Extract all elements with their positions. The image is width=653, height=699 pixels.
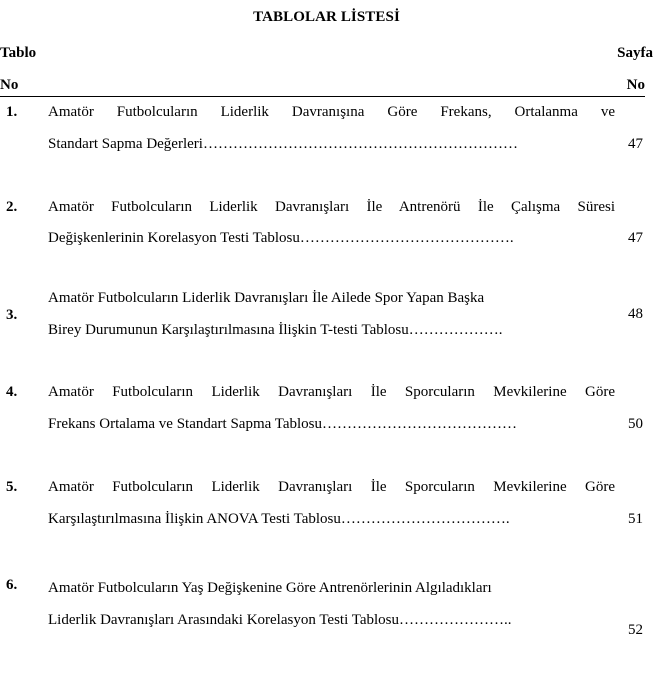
entry-title-line1: Amatör Futbolcuların Liderlik Davranışları İle Ailede Spor Yapan Başka bbox=[48, 290, 485, 306]
document-title: TABLOLAR LİSTESİ bbox=[253, 9, 400, 25]
entry-page-number: 51 bbox=[628, 511, 643, 527]
entry-title-line2: Değişkenlerinin Korelasyon Testi Tablosu……………………………………. bbox=[48, 230, 514, 246]
entry-title-line1: Amatör Futbolcuların Liderlik Davranışları İle Antrenörü İle Çalışma Süresi bbox=[48, 199, 615, 215]
entry-page-number: 47 bbox=[628, 136, 643, 152]
entry-title-line1: Amatör Futbolcuların Yaş Değişkenine Göre Antrenörlerinin Algıladıkları bbox=[48, 580, 492, 596]
header-rule bbox=[0, 96, 645, 97]
entry-title-line1: Amatör Futbolcuların Liderlik Davranışına Göre Frekans, Ortalanma ve bbox=[48, 104, 615, 120]
entry-title-line2: Standart Sapma Değerleri……………………………………………………… bbox=[48, 136, 518, 152]
entry-title-line1: Amatör Futbolcuların Liderlik Davranışları İle Sporcuların Mevkilerine Göre bbox=[48, 479, 615, 495]
entry-number: 3. bbox=[6, 307, 18, 323]
entry-title-line2: Birey Durumunun Karşılaştırılmasına İlişkin T-testi Tablosu………………. bbox=[48, 322, 503, 338]
entry-number: 1. bbox=[6, 104, 18, 120]
entry-title-line2: Karşılaştırılmasına İlişkin ANOVA Testi Tablosu……………………………. bbox=[48, 511, 510, 527]
entry-page-number: 47 bbox=[628, 230, 643, 246]
entry-number: 2. bbox=[6, 199, 18, 215]
header-tablo-label: Tablo bbox=[0, 45, 37, 61]
entry-title-line2: Frekans Ortalama ve Standart Sapma Tablosu………………………………… bbox=[48, 416, 518, 432]
entry-page-number: 48 bbox=[628, 306, 643, 322]
entry-page-number: 52 bbox=[628, 622, 643, 638]
entry-title-line1: Amatör Futbolcuların Liderlik Davranışları İle Sporcuların Mevkilerine Göre bbox=[48, 384, 615, 400]
entry-number: 6. bbox=[6, 577, 18, 593]
entry-title-line2: Liderlik Davranışları Arasındaki Korelasyon Testi Tablosu………………….. bbox=[48, 612, 512, 628]
header-sayfa-label: Sayfa bbox=[617, 45, 653, 61]
entry-page-number: 50 bbox=[628, 416, 643, 432]
header-no-right-label: No bbox=[626, 77, 645, 93]
entry-number: 5. bbox=[6, 479, 18, 495]
header-no-left-label: No bbox=[0, 77, 19, 93]
entry-number: 4. bbox=[6, 384, 18, 400]
